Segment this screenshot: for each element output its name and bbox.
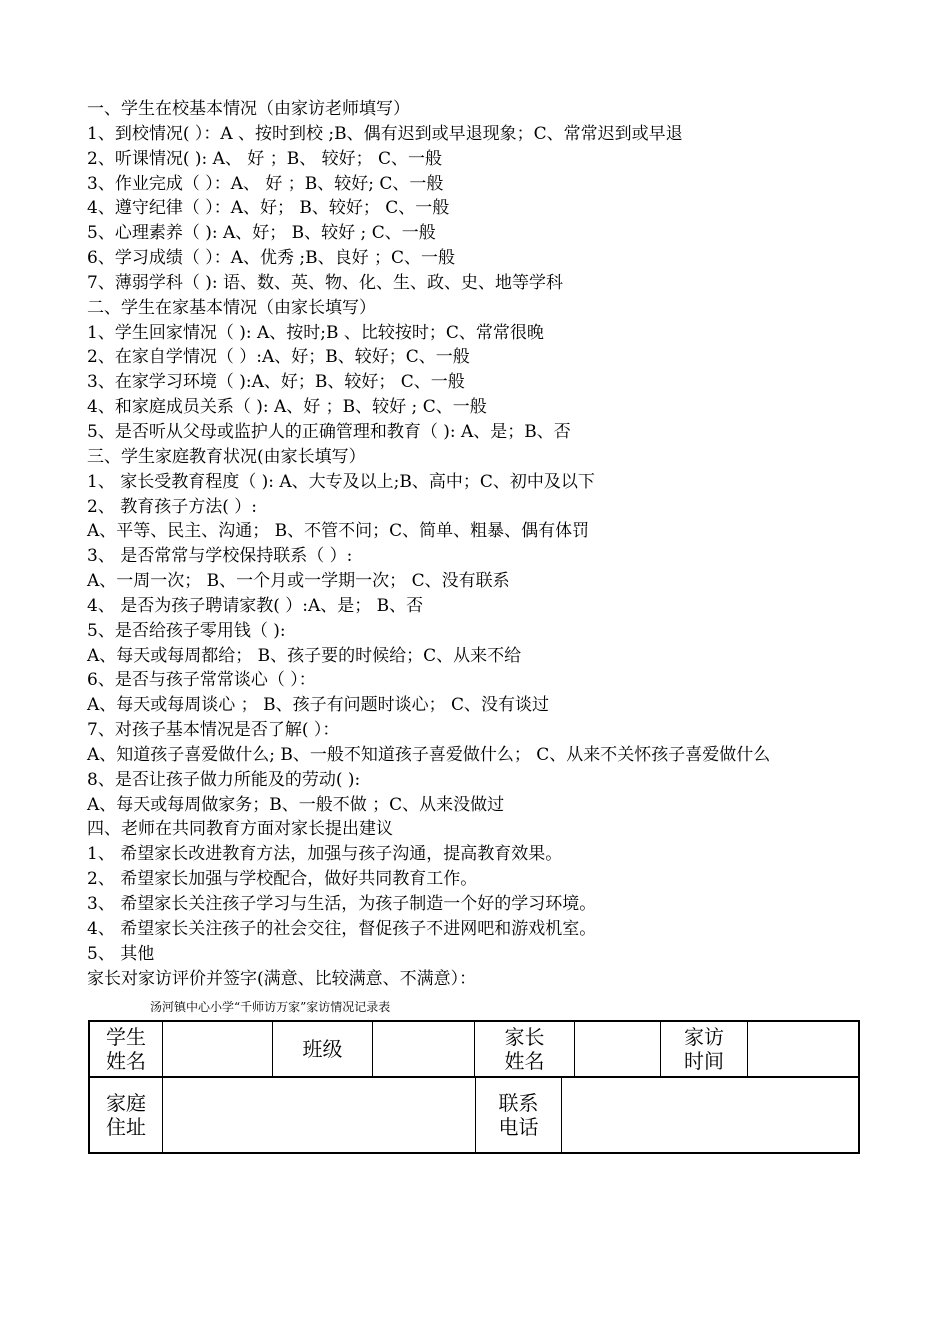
class-label: 班级 xyxy=(272,1022,372,1076)
parent-name-label: 家长 姓名 xyxy=(474,1022,574,1076)
text-line: A、平等、民主、沟通； B、不管不问；C、简单、粗暴、偶有体罚 xyxy=(87,521,590,542)
text-line: 三、学生家庭教育状况(由家长填写） xyxy=(87,446,366,467)
text-line: 1、到校情况( ）：A 、按时到校 ;B、偶有迟到或早退现象；C、常常迟到或早退 xyxy=(87,123,683,144)
text-line: 8、是否让孩子做力所能及的劳动( ): xyxy=(87,769,361,790)
text-line: 6、学习成绩（ ）：A、优秀 ;B、良好 ；C、一般 xyxy=(87,248,456,269)
text-line: A、每天或每周做家务；B、一般不做 ；C、从来没做过 xyxy=(87,794,505,815)
text-line: 家长对家访评价并签字(满意、比较满意、不满意）： xyxy=(87,968,477,989)
text-line: 4、和家庭成员关系（ ): A、好 ；B、较好 ; C、一般 xyxy=(87,397,487,418)
text-line: 四、老师在共同教育方面对家长提出建议 xyxy=(87,819,393,840)
student-name-field[interactable] xyxy=(162,1022,272,1076)
text-line: 6、是否与孩子常常谈心（ ）： xyxy=(87,670,316,691)
visit-time-field[interactable] xyxy=(747,1022,858,1076)
text-line: 2、在家自学情况（ ）:A、好；B、较好；C、一般 xyxy=(87,347,470,368)
parent-name-field[interactable] xyxy=(574,1022,660,1076)
address-label: 家庭 住址 xyxy=(106,1091,146,1139)
class-field[interactable] xyxy=(372,1022,474,1076)
survey-text xyxy=(87,97,927,991)
text-line: 二、学生在家基本情况（由家长填写） xyxy=(87,297,376,318)
table-row xyxy=(90,1022,858,1078)
text-line: 4、遵守纪律（ ）：A、好； B、较好； C、一般 xyxy=(87,198,450,219)
text-line: 5、 其他 xyxy=(87,943,155,964)
text-line: 1、 家长受教育程度（ ): A、大专及以上;B、高中；C、初中及以下 xyxy=(87,471,595,492)
text-line: 3、 是否常常与学校保持联系（ ）: xyxy=(87,546,353,567)
table-caption: 汤河镇中心小学“千师访万家”家访情况记录表 xyxy=(150,1000,391,1014)
text-line: 2、听课情况( ): A、 好 ；B、 较好； C、一般 xyxy=(87,148,443,169)
text-line: 7、对孩子基本情况是否了解( ）： xyxy=(87,720,340,741)
text-line: 一、学生在校基本情况（由家访老师填写） xyxy=(87,99,410,119)
text-line: 5、是否给孩子零用钱（ ): xyxy=(87,620,286,641)
text-line: A、一周一次； B、一个月或一学期一次； C、没有联系 xyxy=(87,571,510,592)
student-name-label: 学生 姓名 xyxy=(106,1025,146,1073)
phone-label: 联系 电话 xyxy=(475,1078,561,1152)
text-line: 3、 希望家长关注孩子学习与生活，为孩子制造一个好的学习环境。 xyxy=(87,894,597,914)
text-line: 5、是否听从父母或监护人的正确管理和教育（ ): A、是；B、否 xyxy=(87,421,571,442)
text-line: 2、 希望家长加强与学校配合，做好共同教育工作。 xyxy=(87,869,478,890)
text-line: A、每天或每周都给； B、孩子要的时候给；C、从来不给 xyxy=(87,645,522,666)
visit-time-label: 家访 时间 xyxy=(660,1022,747,1076)
text-line: 4、 是否为孩子聘请家教( ）:A、是； B、否 xyxy=(87,595,424,616)
text-line: A、知道孩子喜爱做什么; B、一般不知道孩子喜爱做什么； C、从来不关怀孩子喜爱做什么 xyxy=(87,744,771,765)
phone-field[interactable] xyxy=(561,1078,858,1152)
text-line: 7、薄弱学科（ ): 语、数、英、物、化、生、政、史、地等学科 xyxy=(87,272,563,293)
text-line: 3、在家学习环境（ ):A、好；B、较好； C、一般 xyxy=(87,372,465,393)
address-field[interactable] xyxy=(162,1078,475,1152)
text-line: 1、 希望家长改进教育方法，加强与孩子沟通，提高教育效果。 xyxy=(87,844,563,865)
text-line: 4、 希望家长关注孩子的社会交往，督促孩子不进网吧和游戏机室。 xyxy=(87,918,597,939)
text-line: 1、学生回家情况（ ): A、按时;B 、比较按时；C、常常很晚 xyxy=(87,322,544,343)
text-line: A、每天或每周谈心 ； B、孩子有问题时谈心； C、没有谈过 xyxy=(87,695,549,716)
home-visit-record-table xyxy=(88,1020,860,1154)
text-line: 3、作业完成（ ）：A、 好 ；B、较好; C、一般 xyxy=(87,173,444,194)
text-line: 5、心理素养（ ): A、好； B、较好 ; C、一般 xyxy=(87,223,436,244)
table-row xyxy=(90,1078,858,1152)
text-line: 2、 教育孩子方法( ）: xyxy=(87,496,257,517)
